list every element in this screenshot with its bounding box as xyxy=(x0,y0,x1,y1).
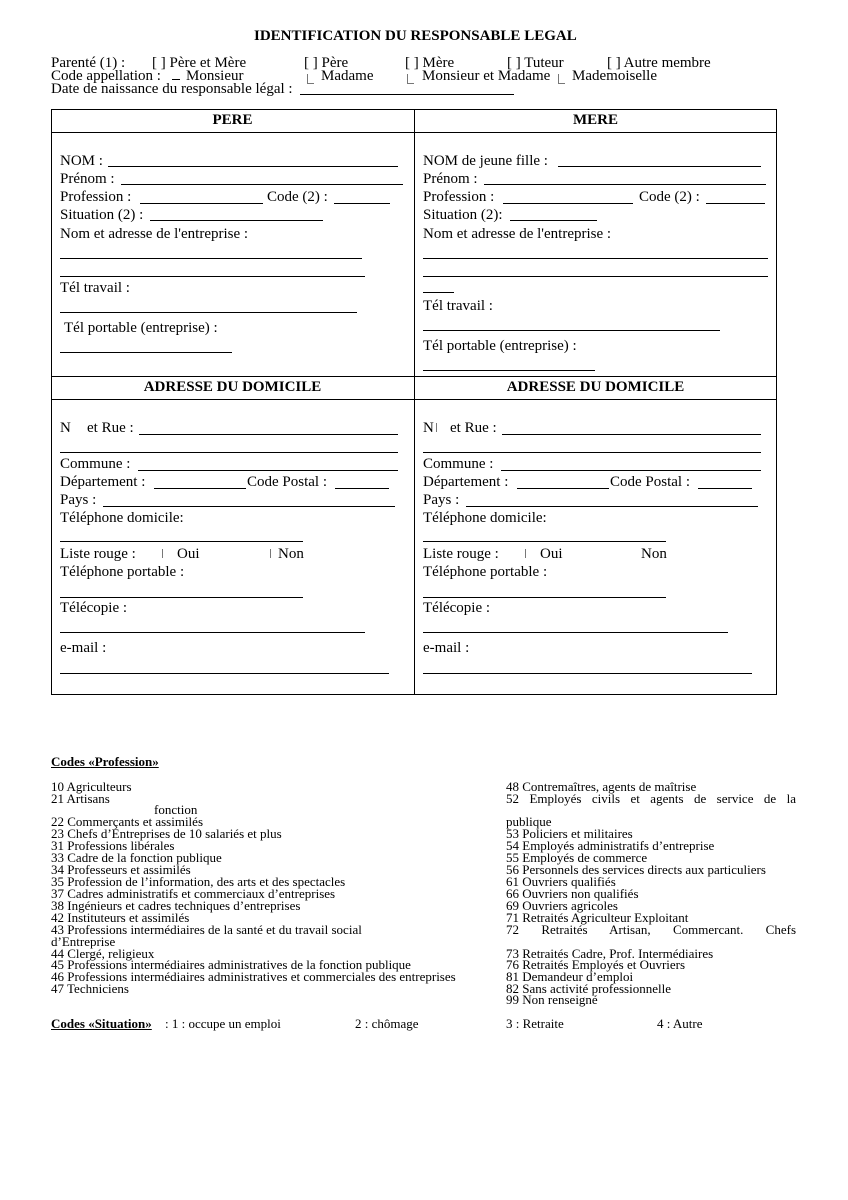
appellation-label: Code appellation : xyxy=(51,68,161,84)
parente-option-pere-et-mere[interactable]: [ ] Père et Mère xyxy=(152,55,247,71)
code-item: 55 Employés de commerce xyxy=(506,850,648,865)
table-divider xyxy=(51,132,777,133)
pere-tel-portable-ent-label: Tél portable (entreprise) : xyxy=(64,320,218,336)
domicile-pere-no-label: N xyxy=(60,420,71,436)
domicile-pere-tel-domicile-label: Téléphone domicile: xyxy=(60,510,184,526)
domicile-pere-code-postal-label: Code Postal : xyxy=(247,474,328,490)
situation-item: 3 : Retraite xyxy=(506,1016,564,1031)
domicile-pere-liste-rouge-label: Liste rouge : xyxy=(60,546,136,562)
codes-situation-title: Codes «Situation» xyxy=(51,1016,152,1031)
domicile-mere-telecopie-label: Télécopie : xyxy=(423,600,491,616)
code-item: 54 Employés administratifs d’entreprise xyxy=(506,838,715,853)
code-item: 37 Cadres administratifs et commerciaux d’entreprises xyxy=(51,886,336,901)
domicile-pere-departement-field[interactable] xyxy=(154,488,246,489)
table-divider xyxy=(51,376,777,377)
domicile-mere-no-label: N xyxy=(423,420,434,436)
domicile-mere-tel-portable-label: Téléphone portable : xyxy=(423,564,548,580)
domicile-pere-oui-checkbox[interactable] xyxy=(162,549,163,558)
domicile-pere-pays-field[interactable] xyxy=(103,506,395,507)
domicile-mere-rue-field[interactable] xyxy=(502,434,761,435)
code-item: 34 Professeurs et assimilés xyxy=(51,862,191,877)
code-item: 76 Retraités Employés et Ouvriers xyxy=(506,957,686,972)
pere-nom-field[interactable] xyxy=(108,166,398,167)
domicile-mere-code-postal-label: Code Postal : xyxy=(610,474,691,490)
code-item: 61 Ouvriers qualifiés xyxy=(506,874,616,889)
domicile-mere-no-box xyxy=(436,423,437,432)
code-item: 42 Instituteurs et assimilés xyxy=(51,910,190,925)
code-item: 31 Professions libérales xyxy=(51,838,175,853)
pere-header: PERE xyxy=(212,112,253,128)
code-item: 22 Commerçants et assimilés xyxy=(51,814,204,829)
code-item: 10 Agriculteurs xyxy=(51,779,132,794)
domicile-mere-email-field[interactable] xyxy=(423,673,752,674)
mere-nom-field[interactable] xyxy=(558,166,761,167)
domicile-mere-non-label: Non xyxy=(641,546,667,562)
pere-profession-label: Profession : xyxy=(60,189,132,205)
code-item: 46 Professions intermédiaires administratives et commerciales des entreprises xyxy=(51,969,456,984)
code-item: 21 Artisans xyxy=(51,791,110,806)
domicile-mere-pays-field[interactable] xyxy=(466,506,758,507)
code-item: 56 Personnels des services directs aux particuliers xyxy=(506,862,766,877)
domicile-pere-pays-label: Pays : xyxy=(60,492,97,508)
mere-nom-label: NOM de jeune fille : xyxy=(423,153,548,169)
situation-item: 2 : chômage xyxy=(355,1016,419,1031)
pere-nom-label: NOM : xyxy=(60,153,103,169)
domicile-pere-tel-portable-field[interactable] xyxy=(60,597,303,598)
pere-situation-field[interactable] xyxy=(150,220,323,221)
domicile-mere-tel-portable-field[interactable] xyxy=(423,597,666,598)
page-title: IDENTIFICATION DU RESPONSABLE LEGAL xyxy=(254,28,577,44)
mere-code-label: Code (2) : xyxy=(639,189,700,205)
mere-tel-portable-ent-field[interactable] xyxy=(423,370,595,371)
code-item: 48 Contremaîtres, agents de maîtrise xyxy=(506,779,697,794)
domicile-pere-oui-label: Oui xyxy=(177,546,200,562)
domicile-pere-rue-field[interactable] xyxy=(139,434,398,435)
code-item: 72 Retraités Artisan, Commercant. Chefs xyxy=(506,922,796,937)
mere-header: MERE xyxy=(573,112,618,128)
code-item: 23 Chefs d’Entreprises de 10 salariés et plus xyxy=(51,826,282,841)
pere-code-field[interactable] xyxy=(334,203,390,204)
domicile-mere-email-label: e-mail : xyxy=(423,640,470,656)
domicile-mere-tel-domicile-field[interactable] xyxy=(423,541,666,542)
domicile-mere-oui-checkbox[interactable] xyxy=(525,549,526,558)
parente-option-tuteur[interactable]: [ ] Tuteur xyxy=(507,55,564,71)
code-item: fonction xyxy=(154,802,198,817)
mere-profession-field[interactable] xyxy=(503,203,633,204)
table-divider xyxy=(51,399,777,400)
table-divider-vertical xyxy=(414,109,415,695)
domicile-pere-email-field[interactable] xyxy=(60,673,389,674)
mere-entreprise-field-2[interactable] xyxy=(423,276,768,277)
pere-code-label: Code (2) : xyxy=(267,189,328,205)
domicile-pere-code-postal-field[interactable] xyxy=(335,488,389,489)
code-item: d’Entreprise xyxy=(51,934,116,949)
mere-prenom-field[interactable] xyxy=(484,184,766,185)
code-item: 44 Clergé, religieux xyxy=(51,946,155,961)
code-item: 33 Cadre de la fonction publique xyxy=(51,850,222,865)
naissance-label: Date de naissance du responsable légal : xyxy=(51,81,293,97)
pere-entreprise-field[interactable] xyxy=(60,258,362,259)
code-item: 38 Ingénieurs et cadres techniques d’entreprises xyxy=(51,898,301,913)
parente-option-pere[interactable]: [ ] Père xyxy=(304,55,349,71)
situation-item: 4 : Autre xyxy=(657,1016,703,1031)
naissance-field[interactable] xyxy=(300,94,514,95)
mere-tel-travail-label: Tél travail : xyxy=(423,298,493,314)
domicile-pere-non-label: Non xyxy=(278,546,304,562)
domicile-pere-departement-label: Département : xyxy=(60,474,146,490)
domicile-mere-commune-field[interactable] xyxy=(501,470,761,471)
domicile-header-pere: ADRESSE DU DOMICILE xyxy=(143,379,322,395)
code-item: 35 Profession de l’information, des arts et des spectacles xyxy=(51,874,346,889)
mere-entreprise-label: Nom et adresse de l'entreprise : xyxy=(423,226,612,242)
domicile-mere-code-postal-field[interactable] xyxy=(698,488,752,489)
mere-tel-travail-field[interactable] xyxy=(423,330,720,331)
domicile-pere-non-checkbox[interactable] xyxy=(270,549,271,558)
domicile-header-mere: ADRESSE DU DOMICILE xyxy=(506,379,685,395)
domicile-mere-departement-field[interactable] xyxy=(517,488,609,489)
mere-tel-portable-ent-label: Tél portable (entreprise) : xyxy=(423,338,577,354)
mere-profession-label: Profession : xyxy=(423,189,495,205)
code-item: 71 Retraités Agriculteur Exploitant xyxy=(506,910,689,925)
checkbox-monsieur-et-madame[interactable] xyxy=(407,70,414,88)
mere-situation-label: Situation (2): xyxy=(423,207,503,223)
appellation-mademoiselle: Mademoiselle xyxy=(572,68,657,84)
domicile-pere-tel-domicile-field[interactable] xyxy=(60,541,303,542)
code-item: 53 Policiers et militaires xyxy=(506,826,633,841)
domicile-pere-rue-field-2[interactable] xyxy=(60,452,398,453)
domicile-mere-tel-domicile-label: Téléphone domicile: xyxy=(423,510,547,526)
domicile-pere-commune-label: Commune : xyxy=(60,456,131,472)
code-item: 99 Non renseigné xyxy=(506,992,598,1007)
domicile-mere-oui-label: Oui xyxy=(540,546,563,562)
domicile-mere-rue-field-2[interactable] xyxy=(423,452,761,453)
code-item: publique xyxy=(506,814,552,829)
parente-label: Parenté (1) : xyxy=(51,55,126,71)
domicile-pere-commune-field[interactable] xyxy=(138,470,398,471)
domicile-pere-email-label: e-mail : xyxy=(60,640,107,656)
pere-tel-travail-label: Tél travail : xyxy=(60,280,130,296)
pere-tel-travail-field[interactable] xyxy=(60,312,357,313)
pere-situation-label: Situation (2) : xyxy=(60,207,144,223)
pere-prenom-label: Prénom : xyxy=(60,171,115,187)
domicile-mere-commune-label: Commune : xyxy=(423,456,494,472)
appellation-madame: Madame xyxy=(321,68,374,84)
code-item: 81 Demandeur d’emploi xyxy=(506,969,634,984)
appellation-monsieur: Monsieur xyxy=(186,68,244,84)
pere-entreprise-field-2[interactable] xyxy=(60,276,365,277)
code-item: 52 Employés civils et agents de service de la xyxy=(506,791,796,806)
code-item: 45 Professions intermédiaires administratives de la fonction publique xyxy=(51,957,411,972)
pere-prenom-field[interactable] xyxy=(121,184,403,185)
code-item: 66 Ouvriers non qualifiés xyxy=(506,886,639,901)
parente-option-autre[interactable]: [ ] Autre membre xyxy=(607,55,711,71)
checkbox-mademoiselle[interactable] xyxy=(558,70,565,88)
mere-entreprise-field[interactable] xyxy=(423,258,768,259)
mere-code-field[interactable] xyxy=(706,203,765,204)
code-item: 43 Professions intermédiaires de la santé et du travail social xyxy=(51,922,362,937)
mere-entreprise-field-3[interactable] xyxy=(423,292,454,293)
domicile-pere-tel-portable-label: Téléphone portable : xyxy=(60,564,185,580)
domicile-mere-telecopie-field[interactable] xyxy=(423,632,728,633)
domicile-mere-liste-rouge-label: Liste rouge : xyxy=(423,546,499,562)
domicile-pere-telecopie-field[interactable] xyxy=(60,632,365,633)
code-item: 47 Techniciens xyxy=(51,981,129,996)
mere-prenom-label: Prénom : xyxy=(423,171,478,187)
codes-profession-title: Codes «Profession» xyxy=(51,754,159,769)
code-item: 82 Sans activité professionnelle xyxy=(506,981,671,996)
situation-item: : 1 : occupe un emploi xyxy=(165,1016,281,1031)
domicile-pere-telecopie-label: Télécopie : xyxy=(60,600,128,616)
checkbox-madame[interactable] xyxy=(307,70,314,88)
code-item: 73 Retraités Cadre, Prof. Intermédiaires xyxy=(506,946,714,961)
parente-option-mere[interactable]: [ ] Mère xyxy=(405,55,455,71)
pere-tel-portable-ent-field[interactable] xyxy=(60,352,232,353)
code-item: 69 Ouvriers agricoles xyxy=(506,898,618,913)
domicile-pere-rue-label: et Rue : xyxy=(87,420,134,436)
pere-profession-field[interactable] xyxy=(140,203,263,204)
domicile-mere-departement-label: Département : xyxy=(423,474,509,490)
domicile-mere-rue-label: et Rue : xyxy=(450,420,497,436)
checkbox-monsieur[interactable] xyxy=(172,79,180,80)
mere-situation-field[interactable] xyxy=(510,220,597,221)
domicile-mere-pays-label: Pays : xyxy=(423,492,460,508)
pere-entreprise-label: Nom et adresse de l'entreprise : xyxy=(60,226,249,242)
appellation-monsieur-et-madame: Monsieur et Madame xyxy=(422,68,551,84)
